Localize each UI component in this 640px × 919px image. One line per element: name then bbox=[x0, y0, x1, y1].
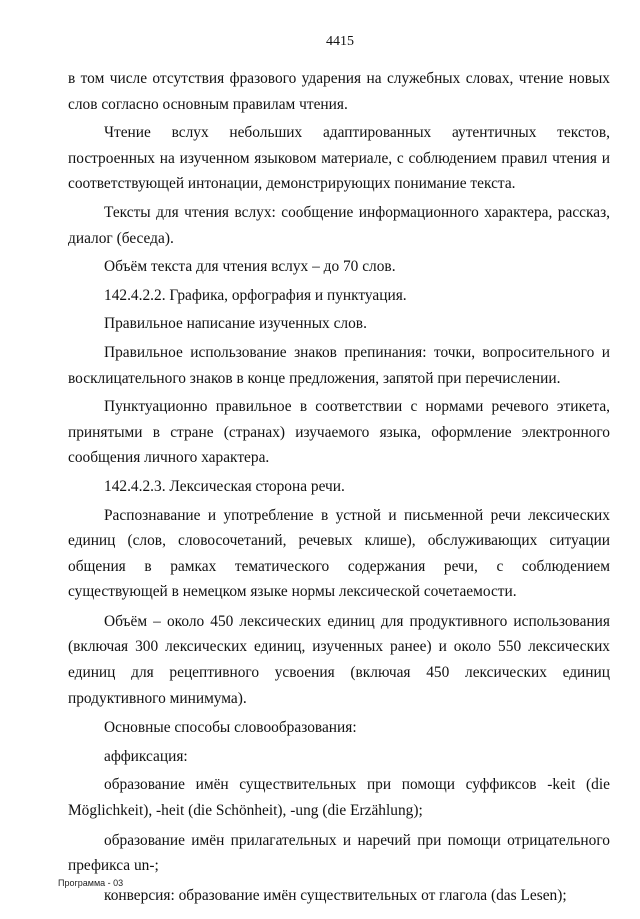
paragraph-negative-prefix: образование имён прилагательных и наречий при помощи отрицательного префикса un-; bbox=[68, 831, 610, 875]
paragraph-texts-for-reading: Тексты для чтения вслух: сообщение информационного характера, рассказ, диалог (беседа). bbox=[68, 203, 610, 247]
footer-label: Программа - 03 bbox=[58, 878, 124, 888]
page-number: 4415 bbox=[326, 34, 354, 49]
section-heading-graphics: 142.4.2.2. Графика, орфография и пунктуация. bbox=[104, 286, 407, 304]
paragraph-word-formation: Основные способы словообразования: bbox=[104, 719, 357, 737]
document-body bbox=[68, 66, 610, 908]
paragraph-punctuation-etiquette: Пунктуационно правильное в соответствии с нормами речевого этикета, принятыми в стране (странах) изучаемого языка, оформление электронного сообщения личного характера. bbox=[68, 398, 610, 467]
paragraph-conversion: конверсия: образование имён существительных от глагола (das Lesen); bbox=[104, 886, 567, 904]
paragraph-reading-continuation: в том числе отсутствия фразового ударения на служебных словах, чтение новых слов согласно основным правилам чтения. bbox=[68, 70, 610, 113]
paragraph-lexical-volume: Объём – около 450 лексических единиц для продуктивного использования (включая 300 лексических единиц, изученных ранее) и около 550 лексических единиц для рецептивного усвоения (включая 450 лексических единиц продуктивного минимума). bbox=[68, 612, 610, 707]
section-heading-lexical: 142.4.2.3. Лексическая сторона речи. bbox=[104, 477, 345, 495]
paragraph-affixation: аффиксация: bbox=[104, 747, 188, 765]
paragraph-text-volume: Объём текста для чтения вслух – до 70 слов. bbox=[104, 258, 396, 276]
paragraph-reading-aloud: Чтение вслух небольших адаптированных аутентичных текстов, построенных на изученном языковом материале, с соблюдением правил чтения и соответствующей интонации, демонстрирующих понимание текста. bbox=[68, 124, 610, 193]
paragraph-spelling: Правильное написание изученных слов. bbox=[104, 315, 367, 333]
paragraph-noun-suffixes: образование имён существительных при помощи суффиксов -keit (die Möglichkeit), -heit (die Schönheit), -ung (die Erzählung); bbox=[68, 776, 610, 820]
paragraph-lexical-units: Распознавание и употребление в устной и письменной речи лексических единиц (слов, словосочетаний, речевых клише), обслуживающих ситуации общения в рамках тематического содержания речи, с соблюдением существующей в немецком языке нормы лексической сочетаемости. bbox=[68, 506, 610, 601]
paragraph-punctuation-marks: Правильное использование знаков препинания: точки, вопросительного и восклицательного знаков в конце предложения, запятой при перечислении. bbox=[68, 343, 610, 387]
